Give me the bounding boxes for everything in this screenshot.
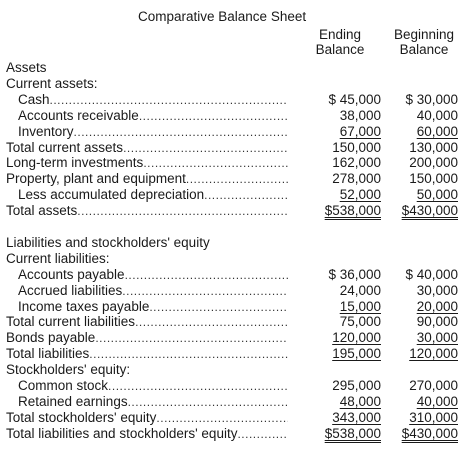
row-label: Assets xyxy=(6,61,47,75)
column-header-ending-line1: Ending xyxy=(318,27,362,42)
row-label-wrap xyxy=(18,395,288,409)
row-label: Total liabilities xyxy=(6,347,90,362)
row-label-wrap xyxy=(18,125,288,139)
beginning-balance-value: 40,000 xyxy=(416,107,458,123)
ending-balance-value: $ 36,000 xyxy=(328,266,381,282)
table-row xyxy=(6,61,458,75)
row-label-wrap xyxy=(6,347,288,361)
row-label: Bonds payable xyxy=(6,331,96,346)
beginning-balance-value: 270,000 xyxy=(409,378,458,393)
beginning-balance-value: $430,000 xyxy=(401,425,458,441)
leader-dots xyxy=(122,284,288,298)
row-label-wrap xyxy=(6,331,288,345)
table-row xyxy=(6,93,458,107)
row-label-wrap xyxy=(6,252,288,266)
leader-dots xyxy=(128,395,288,409)
ending-balance-value: 195,000 xyxy=(332,346,381,362)
row-label-wrap xyxy=(6,141,288,155)
leader-dots xyxy=(139,109,288,123)
ending-balance-value: $538,000 xyxy=(324,203,381,219)
row-label: Current liabilities: xyxy=(6,251,110,266)
leader-dots xyxy=(156,411,288,425)
table-row xyxy=(6,331,458,345)
row-label: Accounts payable xyxy=(18,267,125,282)
beginning-balance-value: $430,000 xyxy=(401,203,458,219)
table-row xyxy=(6,427,458,441)
leader-dots xyxy=(77,204,288,218)
leader-dots xyxy=(95,331,288,345)
beginning-balance-value: 150,000 xyxy=(409,171,458,187)
leader-dots xyxy=(108,379,288,393)
leader-dots xyxy=(123,141,288,155)
row-label: Accrued liabilities xyxy=(18,283,123,298)
ending-balance-value: 67,000 xyxy=(339,123,381,139)
table-row xyxy=(6,125,458,139)
leader-dots xyxy=(149,300,288,314)
row-label-wrap xyxy=(6,172,288,186)
table-row xyxy=(6,77,458,91)
leader-dots xyxy=(204,188,288,202)
column-header-beginning-line2: Balance xyxy=(399,42,449,57)
beginning-balance-value: 130,000 xyxy=(409,139,458,155)
beginning-balance-value: 120,000 xyxy=(409,346,458,362)
row-label-wrap xyxy=(18,379,288,393)
ending-balance-value: 48,000 xyxy=(339,393,381,409)
table-row xyxy=(6,236,458,250)
column-header-ending xyxy=(302,27,378,57)
beginning-balance-value: $ 40,000 xyxy=(405,266,458,282)
column-header-beginning xyxy=(388,27,460,57)
row-label: Total current liabilities xyxy=(6,315,136,330)
leader-dots xyxy=(89,347,288,361)
row-label: Stockholders' equity: xyxy=(6,363,131,378)
table-row xyxy=(6,379,458,393)
row-label: Less accumulated depreciation xyxy=(18,188,205,203)
ending-balance-value: $538,000 xyxy=(324,425,381,441)
ending-balance-value: 162,000 xyxy=(332,155,381,171)
row-label: Total assets xyxy=(6,204,78,219)
ending-balance-value: 15,000 xyxy=(339,298,381,314)
beginning-balance-value: 30,000 xyxy=(416,282,458,298)
beginning-balance-value: 40,000 xyxy=(416,393,458,409)
table-row xyxy=(6,141,458,155)
row-label-wrap xyxy=(6,236,288,250)
table-row xyxy=(6,188,458,202)
row-label: Long-term investments xyxy=(6,156,144,171)
ending-balance-value: 343,000 xyxy=(332,409,381,425)
beginning-balance-value: 20,000 xyxy=(416,298,458,314)
row-label-wrap xyxy=(18,300,288,314)
table-row xyxy=(6,300,458,314)
beginning-balance-value: 30,000 xyxy=(416,330,458,346)
spacer-row xyxy=(6,220,458,234)
row-label-wrap xyxy=(6,315,288,329)
table-row xyxy=(6,172,458,186)
row-label-wrap xyxy=(6,156,288,170)
beginning-balance-value: $ 30,000 xyxy=(405,91,458,107)
leader-dots xyxy=(186,172,288,186)
table-row xyxy=(6,315,458,329)
row-label-wrap xyxy=(6,204,288,218)
row-label-wrap xyxy=(18,268,288,282)
row-label-wrap xyxy=(6,61,288,75)
table-row xyxy=(6,109,458,123)
ending-balance-value: $ 45,000 xyxy=(328,91,381,107)
row-label: Accounts receivable xyxy=(18,108,139,123)
column-header-beginning-line1: Beginning xyxy=(393,27,455,42)
beginning-balance-value: 90,000 xyxy=(416,314,458,330)
row-label: Total current assets xyxy=(6,140,124,155)
row-label-wrap xyxy=(18,188,288,202)
table-row xyxy=(6,268,458,282)
row-label: Current assets: xyxy=(6,76,98,91)
row-label-wrap xyxy=(18,109,288,123)
row-label-wrap xyxy=(6,427,288,441)
table-row xyxy=(6,252,458,266)
row-label: Total liabilities and stockholders' equity xyxy=(6,426,238,441)
table-row xyxy=(6,363,458,377)
leader-dots xyxy=(143,156,288,170)
ending-balance-value: 24,000 xyxy=(339,282,381,298)
ending-balance-value: 52,000 xyxy=(339,187,381,203)
leader-dots xyxy=(74,125,288,139)
leader-dots xyxy=(135,315,288,329)
row-label: Liabilities and stockholders' equity xyxy=(6,235,210,250)
row-label: Inventory xyxy=(18,124,74,139)
row-label-wrap xyxy=(6,363,288,377)
table-row xyxy=(6,347,458,361)
ending-balance-value: 38,000 xyxy=(339,107,381,123)
leader-dots xyxy=(125,268,288,282)
beginning-balance-value: 60,000 xyxy=(416,123,458,139)
table-row xyxy=(6,204,458,218)
beginning-balance-value: 310,000 xyxy=(409,409,458,425)
row-label-wrap xyxy=(18,93,288,107)
beginning-balance-value: 200,000 xyxy=(409,155,458,171)
ending-balance-value: 120,000 xyxy=(332,330,381,346)
row-label-wrap xyxy=(18,284,288,298)
column-header-ending-line2: Balance xyxy=(315,42,365,57)
table-row xyxy=(6,395,458,409)
leader-dots xyxy=(237,427,288,441)
table-row xyxy=(6,284,458,298)
sheet-title-text: Comparative Balance Sheet xyxy=(138,9,307,24)
ending-balance-value: 75,000 xyxy=(339,314,381,330)
leader-dots xyxy=(50,93,288,107)
row-label: Cash xyxy=(18,92,50,107)
ending-balance-value: 295,000 xyxy=(332,378,381,393)
ending-balance-value: 150,000 xyxy=(332,139,381,155)
row-label: Retained earnings xyxy=(18,394,128,409)
row-label-wrap xyxy=(6,77,288,91)
table-row xyxy=(6,156,458,170)
table-row xyxy=(6,411,458,425)
row-label: Common stock xyxy=(18,379,109,393)
row-label: Property, plant and equipment xyxy=(6,172,186,187)
ending-balance-value: 278,000 xyxy=(332,171,381,187)
row-label: Income taxes payable xyxy=(18,299,150,314)
row-label-wrap xyxy=(6,411,288,425)
row-label: Total stockholders' equity xyxy=(6,410,157,425)
beginning-balance-value: 50,000 xyxy=(416,187,458,203)
